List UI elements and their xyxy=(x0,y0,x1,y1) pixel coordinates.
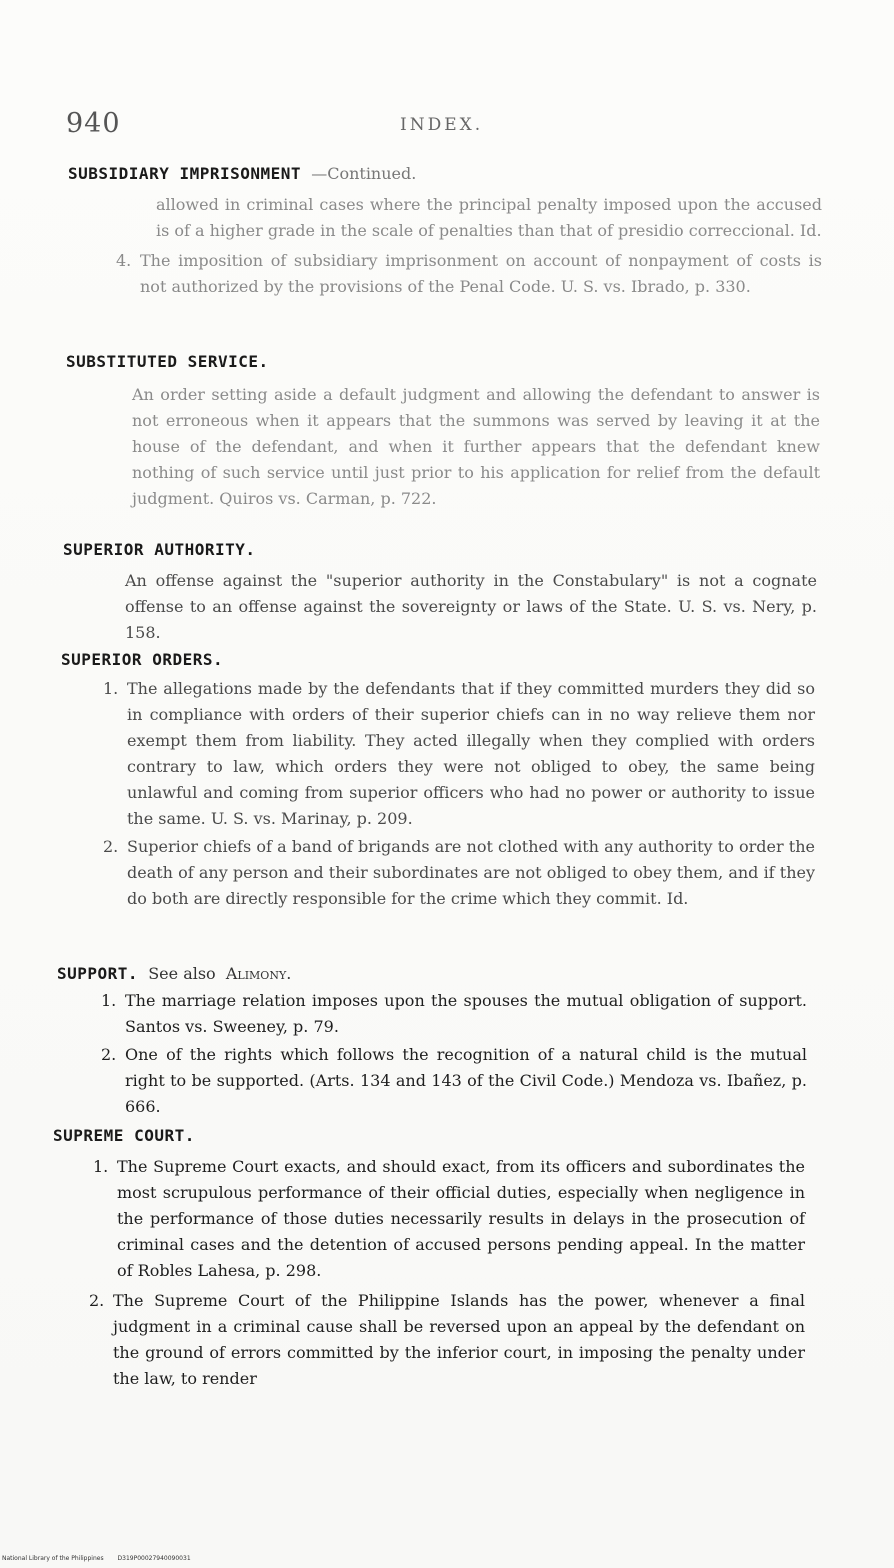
entry-text: An offense against the "superior authority in the Constabulary" is not a cognate offense to an offense against the sovereignty or laws of the State. U. S. vs. Nery, p. 158. xyxy=(125,571,817,642)
entry-text: An order setting aside a default judgment and allowing the defendant to answer is not erroneous when it appears that the summons was served by leaving it at the house of the defendant, and when it further appears that the defendant knew nothing of such service until just prior to his application for relief from the default judgment. Quiros vs. Carman, p. 722. xyxy=(132,385,820,508)
entry-headword: SUPREME COURT. xyxy=(53,1126,195,1145)
scan-footer xyxy=(2,1555,203,1562)
entry-superior-orders xyxy=(61,648,821,912)
item-text: The imposition of subsidiary imprisonment on account of nonpayment of costs is not authorized by the provisions of the Penal Code. U. S. vs. Ibrado, p. 330. xyxy=(140,251,822,296)
item-text: The Supreme Court exacts, and should exact, from its officers and subordinates the most scrupulous performance of their official duties, especially when negligence in the performance of those duties necessarily results in delays in the prosecution of criminal cases and the detention of accused persons pending appeal. In the matter of Robles Lahesa, p. 298. xyxy=(117,1157,805,1280)
entry-supreme-court xyxy=(53,1124,813,1392)
list-item xyxy=(103,834,815,912)
entry-headword: SUPERIOR AUTHORITY. xyxy=(63,540,256,559)
list-item xyxy=(103,676,815,832)
entry-headword: SUPERIOR ORDERS. xyxy=(61,650,224,669)
list-item xyxy=(101,988,807,1040)
item-text: The allegations made by the defendants that if they committed murders they did so in compliance with orders of their superior chiefs can in no way relieve them nor exempt them from liability. They acted illegally when they complied with orders contrary to law, which orders they were not obliged to obey, the same being unlawful and coming from superior officers who had no power or authority to issue the same. U. S. vs. Marinay, p. 209. xyxy=(127,679,815,828)
entry-support xyxy=(57,962,817,1120)
list-item xyxy=(93,1154,805,1284)
item-text: Superior chiefs of a band of brigands are not clothed with any authority to order the death of any person and their subordinates are not obliged to obey them, and if they do both are directly responsible for the crime which they commit. Id. xyxy=(127,837,815,908)
list-item xyxy=(89,1288,805,1392)
footer-source: National Library of the Philippines xyxy=(2,1555,104,1562)
list-item xyxy=(101,1042,807,1120)
item-number: 1. xyxy=(103,679,119,698)
entry-subsidiary-imprisonment xyxy=(68,162,828,300)
item-number: 1. xyxy=(93,1157,109,1176)
item-text: The Supreme Court of the Philippine Islands has the power, whenever a final judgment in a criminal cause shall be reversed upon an appeal by the defendant on the ground of errors committed by the inferior court, in imposing the penalty under the law, to render xyxy=(113,1291,805,1388)
page-number: 940 xyxy=(66,108,121,139)
item-number: 2. xyxy=(103,837,119,856)
list-item xyxy=(116,248,822,300)
entry-superior-authority xyxy=(63,538,823,646)
item-number: 2. xyxy=(89,1291,105,1310)
running-head: INDEX. xyxy=(400,115,484,135)
entry-substituted-service xyxy=(66,350,826,512)
item-text: The marriage relation imposes upon the spouses the mutual obligation of support. Santos vs. Sweeney, p. 79. xyxy=(125,991,807,1036)
item-number: 2. xyxy=(101,1045,117,1064)
continued-label: —Continued. xyxy=(311,164,417,183)
item-number: 4. xyxy=(116,251,132,270)
footer-id: D319P00027940090031 xyxy=(117,1555,191,1562)
entry-headword: SUBSTITUTED SERVICE. xyxy=(66,352,269,371)
see-also-ref: Alimony. xyxy=(225,964,292,983)
item-text: One of the rights which follows the recognition of a natural child is the mutual right to be supported. (Arts. 134 and 143 of the Civil Code.) Mendoza vs. Ibañez, p. 666. xyxy=(125,1045,807,1116)
see-also-label: See also xyxy=(148,964,216,983)
entry-headword: SUPPORT. xyxy=(57,964,139,983)
entry-text: allowed in criminal cases where the principal penalty imposed upon the accused is of a higher grade in the scale of penalties than that of presidio correccional. Id. xyxy=(156,195,822,240)
entry-headword: SUBSIDIARY IMPRISONMENT xyxy=(68,164,302,183)
item-number: 1. xyxy=(101,991,117,1010)
page-header xyxy=(66,108,826,148)
